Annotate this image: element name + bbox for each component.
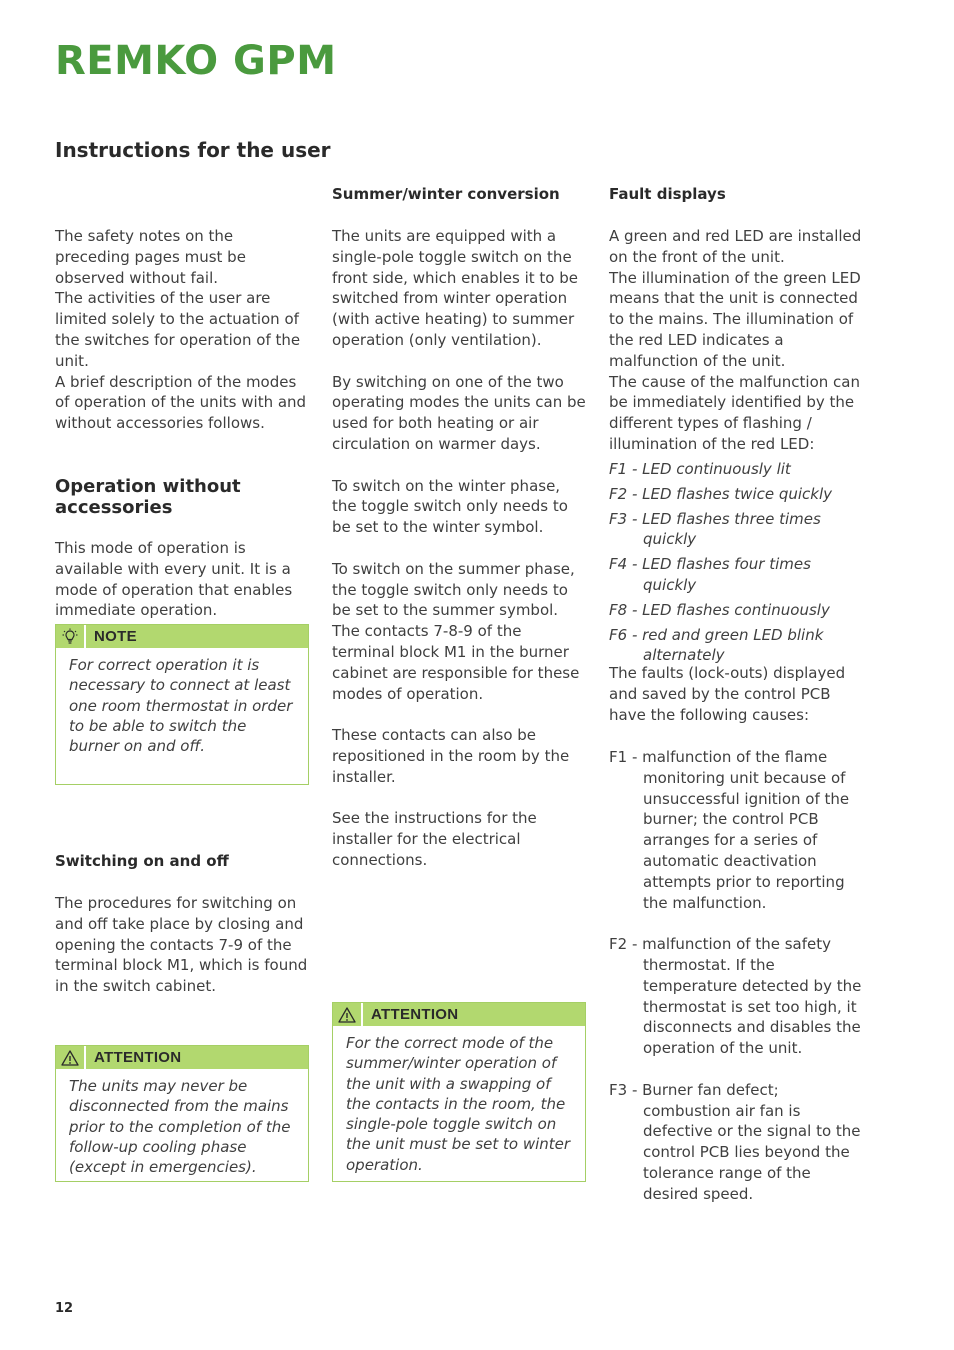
note-box [55,624,309,785]
attention-box-1 [55,1045,309,1182]
note-box-header [56,625,308,649]
paragraph: The illumination of the green LED means that the unit is connected to the mains. The illumination of the red LED indicates a malfunction of the unit. [609,268,861,370]
led-code-item: F1 - LED continuously lit [609,460,791,478]
warning-icon [333,1003,363,1026]
paragraph: The units are equipped with a single-pole toggle switch on the front side, which enables it to be switched from winter operation (with active heating) to summer operation (only ventilation). [332,227,579,349]
switching-text: The procedures for switching on and off take place by closing and opening the contacts 7-9 of the terminal block M1, which is found in the switch cabinet. [55,894,308,996]
operation-text: This mode of operation is available with every unit. It is a mode of operation that enables immediate operation. [55,539,293,620]
section-title: Instructions for the user [55,138,331,162]
attention-text: For the correct mode of the summer/winter operation of the unit with a swapping of the contacts in the room, the single-pole toggle switch on the unit must be set to winter operation. [346,1034,571,1174]
note-title: NOTE [94,628,137,645]
led-code-item: F6 - red and green LED blink alternately [609,625,824,665]
led-code-item: F3 - LED flashes three times quickly [609,509,821,549]
warning-icon [56,1046,86,1069]
attention-box-header [333,1003,585,1027]
fault-cause-item: F3 - Burner fan defect; combustion air fan is defective or the signal to the control PCB lies beyond the tolerance range of the desired speed. [609,1080,861,1203]
attention-title: ATTENTION [94,1049,182,1066]
led-code-item: F2 - LED flashes twice quickly [609,484,833,503]
paragraph: By switching on one of the two operating modes the units can be used for both heating or air circulation on warmer days. [332,372,586,453]
summer-winter-text [332,226,588,871]
lightbulb-icon [56,625,86,648]
led-code-item: F8 - LED flashes continuously [609,600,830,619]
attention-text: The units may never be disconnected from the mains prior to the completion of the follow-up cooling phase (except in emergencies). [69,1077,291,1177]
switching-heading: Switching on and off [55,852,229,870]
intro-text [55,226,311,434]
intro-paragraph: A brief description of the modes of operation of the units with and without accessories follows. [55,372,307,433]
paragraph: To switch on the summer phase, the toggle switch only needs to be set to the summer symbol. [332,559,575,620]
paragraph: The contacts 7-8-9 of the terminal block M1 in the burner cabinet are responsible for these modes of operation. [332,622,580,703]
paragraph: See the instructions for the installer for the electrical connections. [332,809,537,869]
fault-intro-text [609,226,867,455]
led-code-item: F4 - LED flashes four times quickly [609,555,811,594]
attention-box-header [56,1046,308,1070]
paragraph: These contacts can also be repositioned in the room by the installer. [332,726,570,786]
led-code-list [609,459,867,666]
summer-winter-heading: Summer/winter conversion [332,185,560,203]
intro-paragraph: The activities of the user are limited solely to the actuation of the switches for operation of the unit. [55,289,301,370]
attention-box-2 [332,1002,586,1182]
paragraph: The cause of the malfunction can be immediately identified by the different types of flashing / illumination of the red LED: [609,372,860,453]
brand-title: REMKO GPM [55,38,337,84]
faults-intro: The faults (lock-outs) displayed and saved by the control PCB have the following causes: [609,664,846,724]
paragraph: A green and red LED are installed on the front of the unit. [609,227,862,266]
page-number: 12 [55,1301,74,1316]
fault-cause-item: F1 - malfunction of the flame monitoring unit because of unsuccessful ignition of the burner; the control PCB arranges for a series of automatic deactivation attempts prior to reporting the malfunction. [609,748,850,912]
paragraph: To switch on the winter phase, the toggle switch only needs to be set to the winter symbol. [332,476,568,537]
fault-cause-list [609,747,867,1205]
attention-title: ATTENTION [371,1006,459,1023]
intro-paragraph: The safety notes on the preceding pages must be observed without fail. [55,227,246,287]
fault-cause-item: F2 - malfunction of the safety thermostat. If the temperature detected by the thermostat is set too high, it disconnects and disables the operation of the unit. [609,935,862,1058]
operation-heading: Operation without accessories [55,476,241,518]
note-text: For correct operation it is necessary to connect at least one room thermostat in order to be able to switch the burner on and off. [69,656,293,756]
fault-displays-heading: Fault displays [609,185,726,203]
